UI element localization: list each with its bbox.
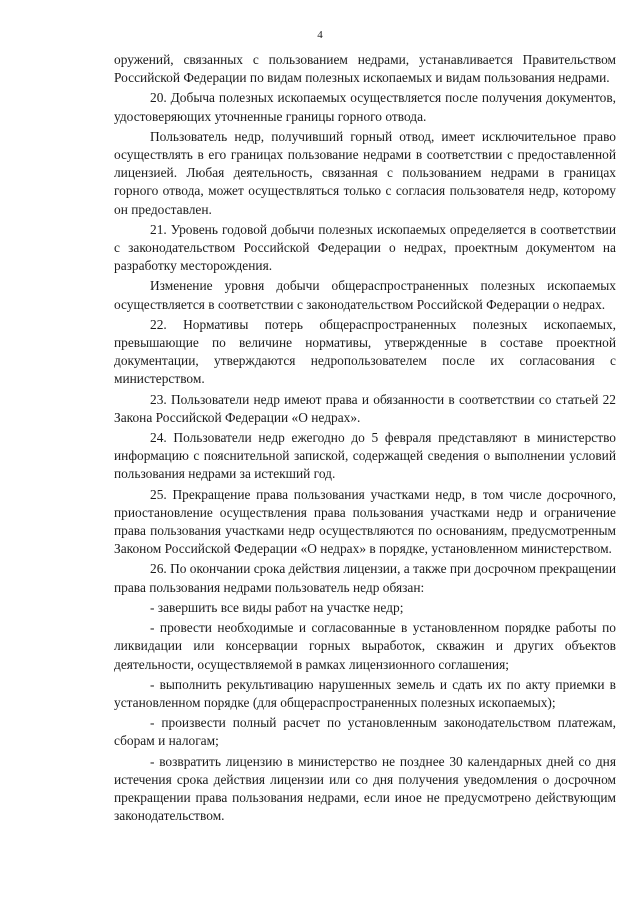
paragraph: 23. Пользователи недр имеют права и обязанности в соответствии со статьей 22 Закона Российской Федерации «О недрах». — [114, 391, 616, 425]
paragraph: 25. Прекращение права пользования участками недр, в том числе досрочного, приостановление осуществления права пользования участками недр и ограничение права пользования участками недр осуществляются по основаниям, предусмотренным Законом Российской Федерации «О недрах» в порядке, установленном министерством. — [114, 486, 616, 557]
paragraph: - выполнить рекультивацию нарушенных земель и сдать их по акту приемки в установленном порядке (для общераспространенных полезных ископаемых); — [114, 676, 616, 710]
paragraph: - возвратить лицензию в министерство не позднее 30 календарных дней со дня истечения срока действия лицензии или со дня получения уведомления о досрочном прекращении права пользования недрами, если иное не предусмотрено действующим законодательством. — [114, 753, 616, 824]
paragraph: - произвести полный расчет по установленным законодательством платежам, сборам и налогам; — [114, 715, 616, 749]
paragraph: 26. По окончании срока действия лицензии, а также при досрочном прекращении права пользования недрами пользователь недр обязан: — [114, 561, 616, 595]
paragraph: 21. Уровень годовой добычи полезных ископаемых определяется в соответствии с законодательством Российской Федерации о недрах, проектным документом на разработку месторождения. — [114, 221, 616, 274]
document-body — [114, 51, 616, 825]
paragraph: - завершить все виды работ на участке недр; — [150, 599, 404, 615]
paragraph: 22. Нормативы потерь общераспространенных полезных ископаемых, превышающие по величине нормативы, утвержденные в составе проектной документации, утверждаются недропользователем после их согласования с министерством. — [114, 316, 616, 387]
paragraph: Пользователь недр, получивший горный отвод, имеет исключительное право осуществлять в его границах пользование недрами в соответствии с предоставленной лицензией. Любая деятельность, связанная с пользованием недрами в границах горного отвода, может осуществляться только с согласия пользователя недр, которому он предоставлен. — [114, 128, 616, 217]
page-number: 4 — [317, 29, 323, 41]
paragraph: 24. Пользователи недр ежегодно до 5 февраля представляют в министерство информацию с пояснительной запиской, содержащей сведения о выполнении условий пользования недрами за истекший год. — [114, 430, 616, 482]
paragraph: Изменение уровня добычи общераспространенных полезных ископаемых осуществляется в соответствии с законодательством Российской Федерации о недрах. — [114, 278, 616, 312]
paragraph: - провести необходимые и согласованные в установленном порядке работы по ликвидации или консервации горных выработок, скважин и других объектов деятельности, осуществляемой в рамках лицензионного соглашения; — [114, 620, 616, 672]
paragraph: оружений, связанных с пользованием недрами, устанавливается Правительством Российской Федерации по видам полезных ископаемых и видам пользования недрами. — [114, 52, 616, 86]
paragraph: 20. Добыча полезных ископаемых осуществляется после получения документов, удостоверяющих уточненные границы горного отвода. — [114, 90, 616, 124]
